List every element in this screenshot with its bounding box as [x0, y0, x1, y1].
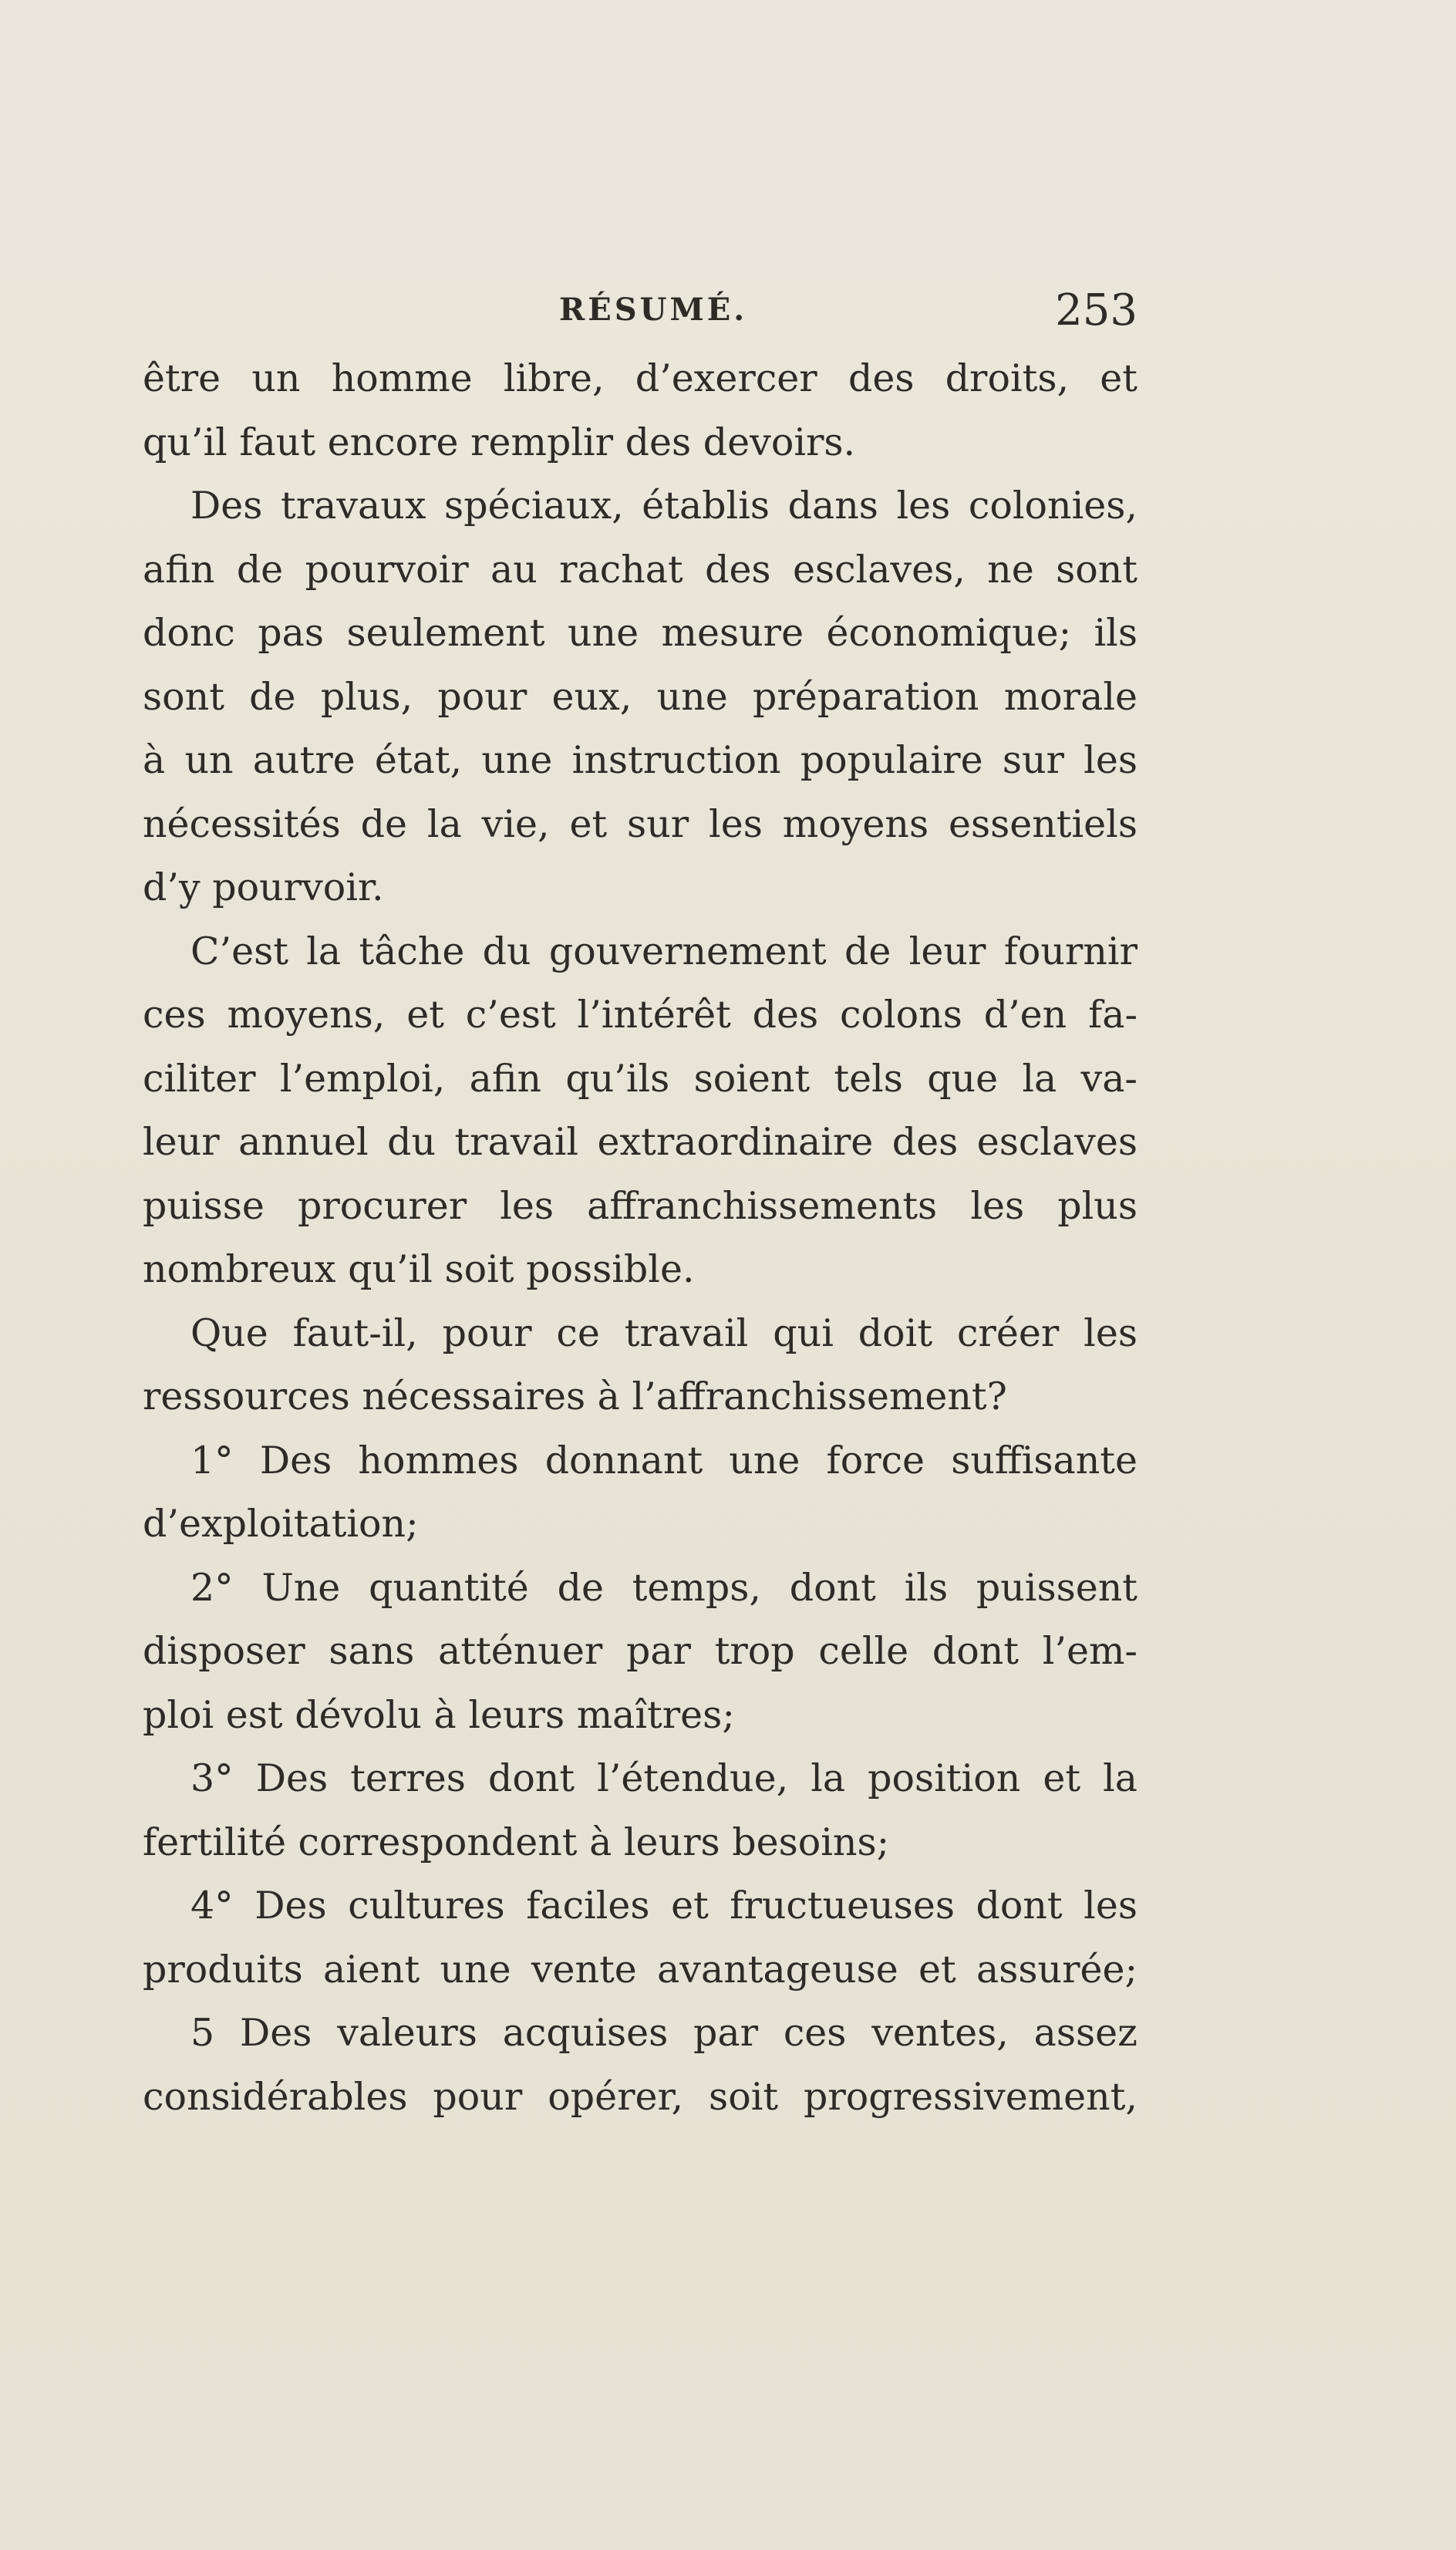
text-line: ressources nécessaires à l’affranchissement?	[143, 1375, 1007, 1418]
text-line: nécessités de la vie, et sur les moyens essentiels	[143, 801, 1138, 846]
page-number: 253	[1055, 285, 1138, 336]
text-line: produits aient une vente avantageuse et assurée;	[143, 1947, 1138, 1992]
text-line: fertilité correspondent à leurs besoins;	[143, 1820, 890, 1864]
text-line: Des travaux spéciaux, établis dans les colonies,	[190, 484, 1138, 528]
page-header	[143, 285, 1138, 339]
text-line: 1° Des hommes donnant une force suffisante	[190, 1438, 1138, 1482]
text-line: à un autre état, une instruction populaire sur les	[143, 738, 1138, 782]
text-line: leur annuel du travail extraordinaire des esclaves	[143, 1120, 1138, 1164]
text-line: considérables pour opérer, soit progressivement,	[143, 2074, 1138, 2119]
text-line: ploi est dévolu à leurs maîtres;	[143, 1692, 735, 1737]
text-line: afin de pourvoir au rachat des esclaves, ne sont	[143, 547, 1138, 592]
text-line: 2° Une quantité de temps, dont ils puissent	[190, 1565, 1138, 1610]
text-line: ciliter l’emploi, afin qu’ils soient tels que la va-	[143, 1056, 1138, 1101]
text-line: ces moyens, et c’est l’intérêt des colons d’en fa-	[143, 993, 1138, 1037]
text-line: donc pas seulement une mesure économique; ils	[143, 611, 1138, 655]
text-line: Que faut-il, pour ce travail qui doit créer les	[190, 1310, 1138, 1355]
running-title: RÉSUMÉ.	[559, 292, 748, 328]
body-text	[143, 347, 1138, 2129]
text-line: puisse procurer les affranchissements les plus	[143, 1183, 1138, 1228]
text-line: C’est la tâche du gouvernement de leur fournir	[190, 929, 1138, 973]
text-line: 5 Des valeurs acquises par ces ventes, assez	[190, 2011, 1138, 2055]
text-line: d’exploitation;	[143, 1502, 419, 1546]
text-line: 3° Des terres dont l’étendue, la position et la	[190, 1756, 1138, 1800]
text-line: disposer sans atténuer par trop celle dont l’em-	[143, 1629, 1138, 1673]
text-line: nombreux qu’il soit possible.	[143, 1247, 695, 1291]
text-line: 4° Des cultures faciles et fructueuses dont les	[190, 1884, 1138, 1928]
text-line: être un homme libre, d’exercer des droits, et	[143, 356, 1138, 400]
text-line: qu’il faut encore remplir des devoirs.	[143, 420, 856, 464]
text-line: sont de plus, pour eux, une préparation morale	[143, 674, 1138, 719]
text-line: d’y pourvoir.	[143, 865, 384, 909]
